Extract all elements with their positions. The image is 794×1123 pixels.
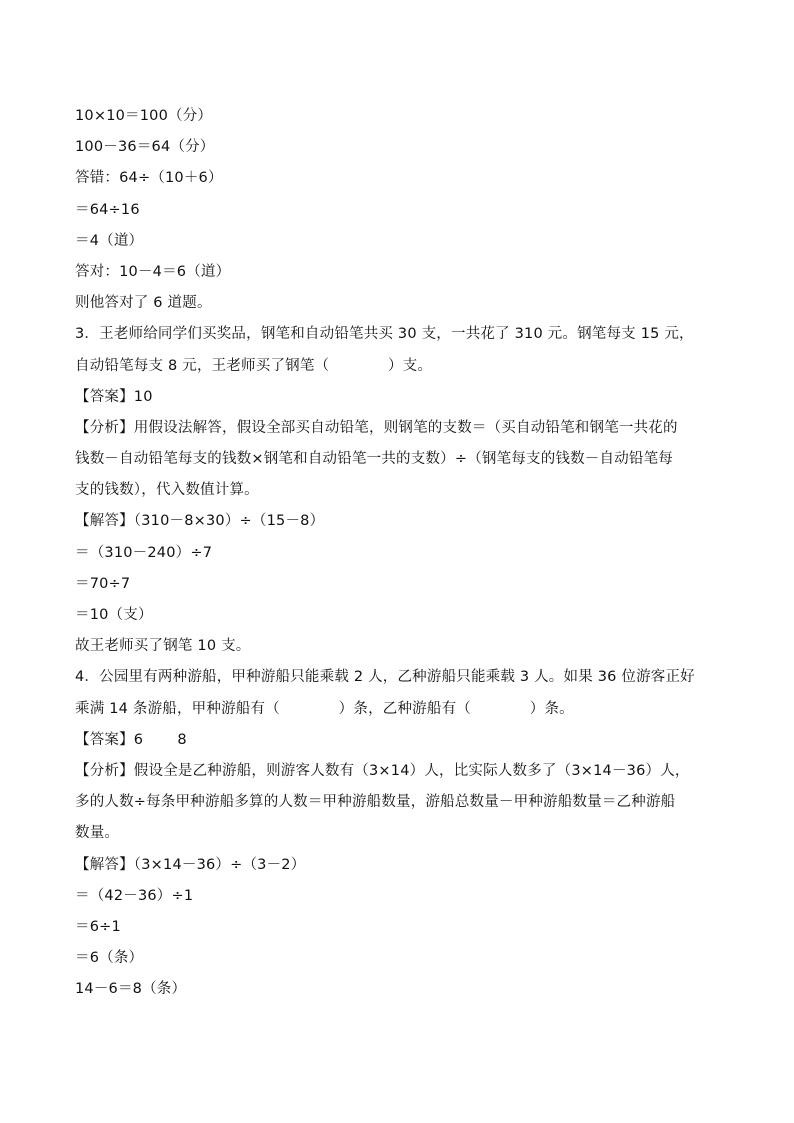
text-line: 则他答对了 6 道题。 bbox=[75, 295, 212, 312]
analysis-text: 多的人数÷每条甲种游船多算的人数＝甲种游船数量，游船总数量－甲种游船数量＝乙种游船 bbox=[75, 794, 676, 811]
analysis-text: 【分析】假设全是乙种游船，则游客人数有（3×14）人，比实际人数多了（3×14－36）人， bbox=[75, 762, 690, 779]
answer-label: 【答案】10 bbox=[75, 388, 153, 405]
text-line: 答对：10－4＝6（道） bbox=[75, 263, 231, 280]
question-3-text: 3．王老师给同学们买奖品，钢笔和自动铅笔共买 30 支，一共花了 310 元。钢笔每支 15 元， bbox=[75, 326, 694, 343]
analysis-text: 【分析】用假设法解答，假设全部买自动铅笔，则钢笔的支数＝（买自动铅笔和钢笔一共花的 bbox=[75, 419, 678, 436]
text-line: 10×10＝100（分） bbox=[75, 108, 213, 124]
analysis-text: 钱数－自动铅笔每支的钱数×钢笔和自动铅笔一共的支数）÷（钢笔每支的钱数－自动铅笔每 bbox=[75, 451, 673, 468]
question-3-text: 自动铅笔每支 8 元，王老师买了钢笔（ ）支。 bbox=[75, 357, 433, 374]
solution-text: 【解答】（310－8×30）÷（15－8） bbox=[75, 513, 325, 530]
question-4-text: 乘满 14 条游船，甲种游船有（ ）条，乙种游船有（ ）条。 bbox=[75, 700, 574, 717]
solution-text: 【解答】（3×14－36）÷（3－2） bbox=[75, 856, 306, 873]
text-line: ＝64÷16 bbox=[75, 201, 140, 218]
solution-text: ＝70÷7 bbox=[75, 575, 131, 592]
answer-label: 【答案】6 8 bbox=[75, 731, 187, 748]
text-line: ＝4（道） bbox=[75, 232, 144, 249]
question-4-text: 4．公园里有两种游船，甲种游船只能乘载 2 人，乙种游船只能乘载 3 人。如果 36 位游客正好 bbox=[75, 669, 695, 686]
analysis-text: 支的钱数），代入数值计算。 bbox=[75, 482, 259, 499]
text-line: 答错：64÷（10＋6） bbox=[75, 170, 223, 187]
solution-text: ＝10（支） bbox=[75, 607, 153, 623]
solution-text: 故王老师买了钢笔 10 支。 bbox=[75, 638, 251, 655]
solution-text: ＝（42－36）÷1 bbox=[75, 887, 194, 904]
text-line: 100－36＝64（分） bbox=[75, 139, 215, 156]
solution-text: 14－6＝8（条） bbox=[75, 981, 187, 998]
solution-text: ＝6÷1 bbox=[75, 918, 121, 935]
solution-text: ＝6（条） bbox=[75, 950, 144, 967]
solution-text: ＝（310－240）÷7 bbox=[75, 544, 213, 561]
analysis-text: 数量。 bbox=[75, 825, 120, 842]
document-body bbox=[75, 101, 735, 1005]
